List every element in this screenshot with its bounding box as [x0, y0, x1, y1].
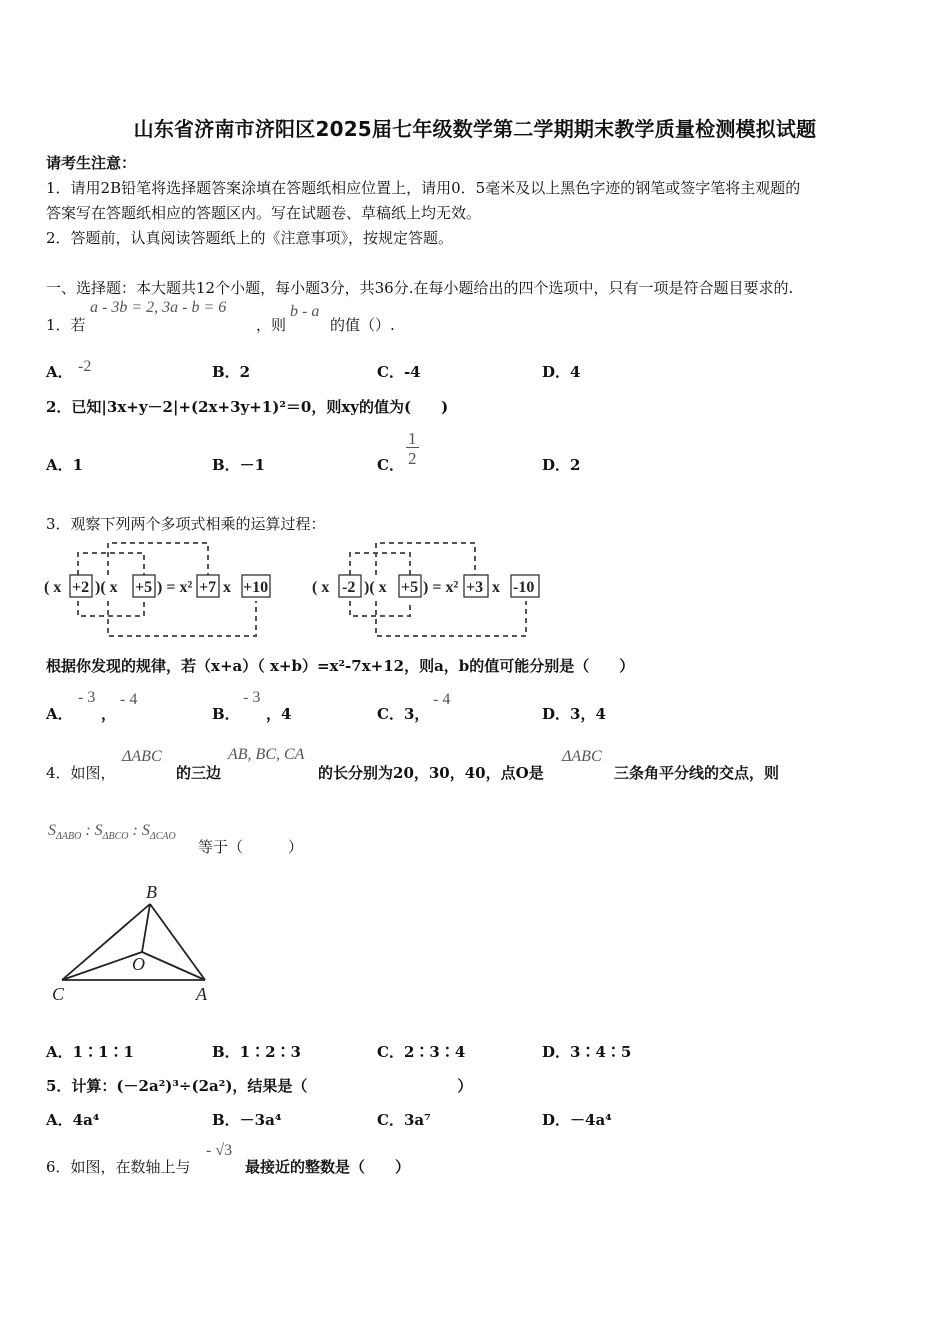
q3-option-a-separator: ， [101, 705, 117, 723]
q3-option-a-value-1: - 3 [78, 689, 96, 706]
q3-option-a-value-2: - 4 [120, 691, 138, 708]
q4-option-a[interactable]: A．1∶1∶1 [46, 1043, 134, 1061]
q3-option-d[interactable]: D．3，4 [542, 705, 606, 723]
notes-line-1a: 1．请用2B铅笔将选择题答案涂填在答题纸相应位置上，请用0．5毫米及以上黑色字迹的钢笔或签字笔将主观题的 [46, 179, 801, 197]
q4-equals: 等于（ ） [198, 838, 304, 856]
notes-heading: 请考生注意： [46, 154, 137, 172]
q2-option-b[interactable]: B．－1 [212, 456, 266, 474]
fig1-box-1-label: +2 [72, 579, 90, 596]
notes-line-1b: 答案写在答题纸相应的答题区内。写在试题卷、草稿纸上均无效。 [46, 204, 482, 222]
q5-option-c[interactable]: C．3a⁷ [377, 1111, 431, 1129]
q2-option-c-label[interactable]: C． [377, 456, 404, 474]
q3-option-b-rest: ，4 [266, 705, 292, 723]
q3-option-a-label[interactable]: A． [46, 705, 73, 723]
q6-expression: - √3 [206, 1142, 233, 1159]
fig1-text-1: ( x [44, 579, 62, 596]
q1-prefix: 1．若 [46, 316, 86, 334]
q4-triangle-1: ΔABC [122, 748, 162, 765]
q3-option-b-value-1: - 3 [243, 689, 261, 706]
q4-text-4: 三条角平分线的交点，则 [614, 764, 780, 782]
q3-option-c[interactable]: C．3， [377, 705, 430, 723]
q1-option-a-value: -2 [78, 358, 92, 375]
q5-option-b[interactable]: B．－3a⁴ [212, 1111, 282, 1129]
q4-triangle-figure [44, 878, 224, 1008]
fig1-text-2: )( x [95, 579, 118, 596]
q4-area-ratio: $S_{\Delta ABO}$ : $S_{\Delta BCO}$ : $S_{\Delta CAO}$ [48, 822, 176, 843]
q1-mid: ，则 [256, 316, 287, 334]
q1-option-d[interactable]: D．4 [542, 363, 581, 381]
notes-line-2: 2．答题前，认真阅读答题纸上的《注意事项》，按规定答题。 [46, 229, 454, 247]
page-title: 山东省济南市济阳区2025届七年级数学第二学期期末教学质量检测模拟试题 [133, 117, 817, 141]
fig1-text-3: ) = x² [157, 579, 193, 596]
area-sub-1: ΔABO [56, 831, 82, 843]
q5-option-d[interactable]: D．－4a⁴ [542, 1111, 612, 1129]
point-o-label: O [132, 954, 145, 974]
area-symbol-2: S [94, 822, 103, 839]
q4-option-b[interactable]: B．1∶2∶3 [212, 1043, 301, 1061]
area-symbol-3: S [141, 822, 150, 839]
q3-option-b-label[interactable]: B． [212, 705, 240, 723]
fig1-box-4-label: +10 [243, 579, 269, 596]
q6-text-1: 6．如图，在数轴上与 [46, 1158, 191, 1176]
fig2-text-1: ( x [312, 579, 330, 596]
fig2-box-4-label: -10 [513, 579, 535, 596]
q2-option-a[interactable]: A．1 [46, 456, 84, 474]
area-sub-3: ΔCAO [149, 831, 176, 843]
q4-text-2: 的三边 [176, 764, 222, 782]
fig2-text-4: x [492, 579, 500, 596]
fraction-denominator: 2 [408, 449, 417, 468]
q1-option-a-label[interactable]: A． [46, 363, 73, 381]
fig2-box-3-label: +3 [466, 579, 484, 596]
fig1-box-2-label: +5 [135, 579, 153, 596]
q2-text: 2．已知|3x+y－2|+(2x+3y+1)²＝0，则xy的值为( ) [46, 398, 449, 416]
fig2-text-2: )( x [364, 579, 387, 596]
q1-suffix: 的值（）. [330, 316, 395, 334]
area-symbol-1: S [48, 822, 56, 839]
q3-option-c-value-2: - 4 [433, 691, 451, 708]
q3-figure [40, 538, 560, 643]
q4-option-d[interactable]: D．3∶4∶5 [542, 1043, 632, 1061]
fig1-box-3-label: +7 [199, 579, 217, 596]
q2-option-c-fraction [406, 430, 419, 467]
fig2-box-1-label: -2 [342, 579, 356, 596]
q1-option-c[interactable]: C．-4 [377, 363, 421, 381]
q4-text-1: 4．如图， [46, 764, 116, 782]
q1-expression: a - 3b = 2, 3a - b = 6 [90, 299, 227, 316]
q3-intro: 3．观察下列两个多项式相乘的运算过程： [46, 515, 326, 533]
area-sub-2: ΔBCO [102, 831, 129, 843]
q3-rule: 根据你发现的规律，若（x+a）（ x+b）=x²-7x+12，则a，b的值可能分别是（ ） [46, 657, 635, 675]
q1-expression-2: b - a [290, 303, 320, 320]
section-heading: 一、选择题：本大题共12个小题，每小题3分，共36分.在每小题给出的四个选项中，只有一项是符合题目要求的. [46, 279, 794, 297]
q5-option-a[interactable]: A．4a⁴ [46, 1111, 100, 1129]
q1-option-b[interactable]: B．2 [212, 363, 251, 381]
fig1-text-4: x [223, 579, 231, 596]
q4-triangle-2: ΔABC [562, 748, 602, 765]
vertex-c-label: C [52, 984, 65, 1004]
q4-option-c[interactable]: C．2∶3∶4 [377, 1043, 466, 1061]
fig2-text-3: ) = x² [423, 579, 459, 596]
fraction-numerator: 1 [408, 429, 417, 448]
q5-text: 5．计算：(－2a²)³÷(2a²)，结果是（ ） [46, 1077, 473, 1095]
q6-text-2: 最接近的整数是（ ） [245, 1158, 411, 1176]
vertex-b-label: B [146, 882, 157, 902]
vertex-a-label: A [196, 984, 207, 1004]
q2-option-d[interactable]: D．2 [542, 456, 581, 474]
q4-sides: AB, BC, CA [228, 746, 305, 763]
q4-text-3: 的长分别为20，30，40，点O是 [318, 764, 544, 782]
fig2-box-2-label: +5 [401, 579, 419, 596]
